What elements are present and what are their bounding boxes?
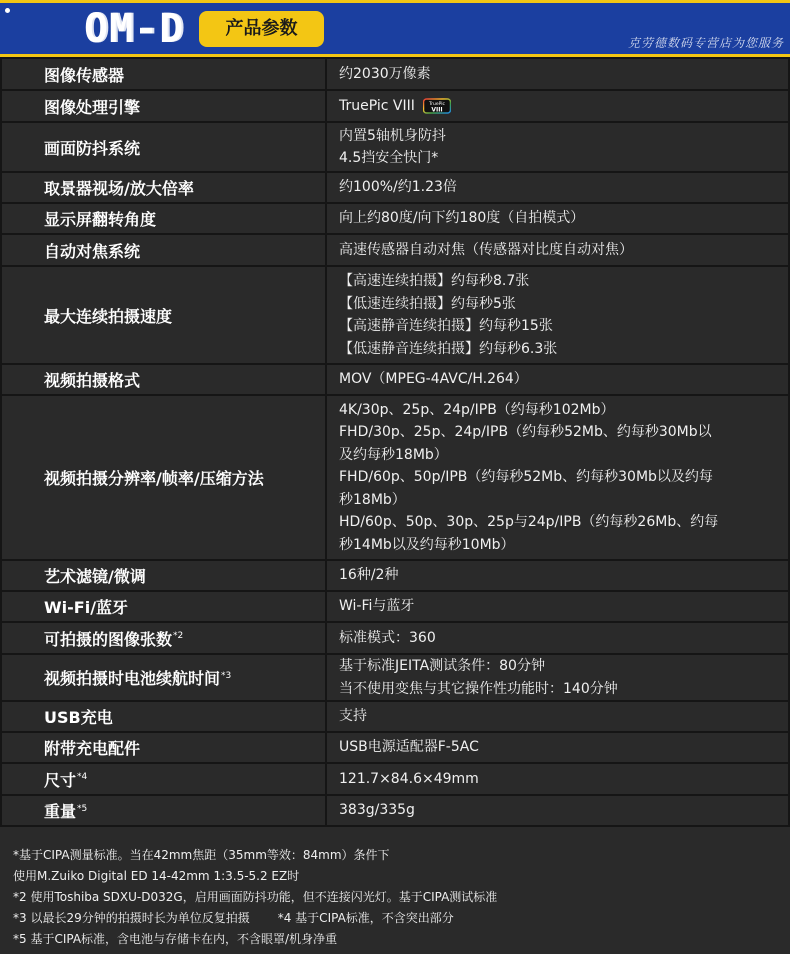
- spec-label-cell: [1, 591, 326, 622]
- spec-label-cell: [1, 622, 326, 654]
- spec-value-cell: [326, 395, 789, 560]
- footnote-marker: *5: [77, 803, 88, 814]
- spec-value-line: 约2030万像素: [339, 65, 431, 82]
- spec-row: [1, 234, 789, 266]
- spec-value-line: FHD/30p、25p、24p/IPB（约每秒52Mb、约每秒30Mb以: [339, 424, 712, 441]
- spec-value-cell: [326, 701, 789, 732]
- spec-row: [1, 591, 789, 622]
- spec-value-line: 当不使用变焦与其它操作性功能时：140分钟: [339, 680, 618, 697]
- spec-value-line: HD/60p、50p、30p、25p与24p/IPB（约每秒26Mb、约每: [339, 514, 719, 531]
- spec-value-cell: [326, 172, 789, 203]
- footnote-3: *3 以最长29分钟的拍摄时长为单位反复拍摄: [13, 911, 250, 925]
- spec-label-cell: [1, 203, 326, 234]
- spec-label-cell: [1, 701, 326, 732]
- spec-label-cell: [1, 90, 326, 122]
- spec-row: [1, 701, 789, 732]
- footnote-5: *5 基于CIPA标准，含电池与存储卡在内，不含眼罩/机身净重: [13, 932, 338, 946]
- spec-value-cell: [326, 654, 789, 701]
- spec-value-line: TruePic VIII: [339, 97, 415, 114]
- spec-row: [1, 364, 789, 395]
- spec-label: 视频拍摄分辨率/帧率/压缩方法: [44, 469, 264, 488]
- footnote-marker: *4: [77, 772, 88, 783]
- spec-label-cell: [1, 795, 326, 826]
- spec-value-line: 约100%/约1.23倍: [339, 179, 457, 196]
- footnote-4: *4 基于CIPA标准，不含突出部分: [277, 911, 454, 925]
- spec-row: [1, 654, 789, 701]
- footnotes: [13, 845, 783, 950]
- spec-value-cell: [326, 560, 789, 591]
- spec-value-line: 标准模式：360: [339, 629, 436, 646]
- spec-value-line: 【高速静音连续拍摄】约每秒15张: [339, 318, 553, 334]
- spec-label: 自动对焦系统: [44, 241, 141, 261]
- spec-value-line: 向上约80度/向下约180度（自拍模式）: [339, 210, 585, 227]
- spec-value-line: 及约每秒18Mb）: [339, 446, 448, 463]
- svg-text:TruePic: TruePic: [428, 101, 445, 107]
- footnote-1: *基于CIPA测量标准。当在42mm焦距（35mm等效：84mm）条件下: [13, 848, 390, 862]
- spec-row: [1, 560, 789, 591]
- spec-value-line: 121.7×84.6×49mm: [339, 770, 479, 787]
- spec-value-line: 秒14Mb以及约每秒10Mb）: [339, 536, 515, 553]
- spec-value-cell: [326, 732, 789, 763]
- spec-value-cell: [326, 58, 789, 90]
- header-banner: [0, 0, 790, 57]
- spec-value-line: 秒18Mb）: [339, 491, 406, 508]
- svg-text:VIII: VIII: [431, 106, 443, 114]
- spec-value-cell: [326, 591, 789, 622]
- spec-value-cell: [326, 795, 789, 826]
- spec-row: [1, 90, 789, 122]
- spec-label: 最大连续拍摄速度: [44, 306, 173, 326]
- footnote-marker: *2: [173, 631, 184, 642]
- spec-label-cell: [1, 395, 326, 560]
- spec-value-cell: [326, 622, 789, 654]
- spec-value-cell: [326, 364, 789, 395]
- spec-value-line: 【高速连续拍摄】约每秒8.7张: [339, 273, 530, 289]
- spec-table: [0, 57, 790, 827]
- spec-label-cell: [1, 234, 326, 266]
- spec-value-line: USB电源适配器F-5AC: [339, 739, 479, 756]
- spec-label: 显示屏翻转角度: [44, 210, 157, 229]
- spec-row: [1, 266, 789, 364]
- spec-label-cell: [1, 560, 326, 591]
- spec-value-cell: [326, 90, 789, 122]
- spec-label: USB充电: [44, 708, 113, 727]
- spec-row: [1, 203, 789, 234]
- spec-row: [1, 395, 789, 560]
- spec-value-cell: [326, 763, 789, 795]
- omd-logo: OM-D: [84, 6, 185, 52]
- spec-row: [1, 795, 789, 826]
- header-dot: [5, 8, 10, 13]
- spec-value-line: 4.5挡安全快门*: [339, 150, 439, 166]
- spec-value-cell: [326, 234, 789, 266]
- spec-label-cell: [1, 364, 326, 395]
- spec-label: 附带充电配件: [44, 739, 141, 758]
- spec-label-cell: [1, 266, 326, 364]
- spec-value-line: 383g/335g: [339, 802, 415, 819]
- spec-label-cell: [1, 732, 326, 763]
- spec-label: 艺术滤镜/微调: [44, 567, 146, 586]
- spec-label-cell: [1, 58, 326, 90]
- spec-value-line: 支持: [339, 708, 367, 725]
- spec-row: [1, 622, 789, 654]
- spec-label: 图像传感器: [44, 65, 125, 85]
- spec-value-line: 高速传感器自动对焦（传感器对比度自动对焦）: [339, 241, 633, 258]
- store-tagline: 克劳德数码专营店为您服务: [627, 36, 784, 50]
- spec-label-cell: [1, 172, 326, 203]
- section-badge: 产品参数: [199, 11, 324, 47]
- footnote-2: *2 使用Toshiba SDXU-D032G，启用画面防抖功能，但不连接闪光灯。基于CIPA测试标准: [13, 890, 498, 904]
- spec-label-cell: [1, 654, 326, 701]
- spec-label: 画面防抖系统: [44, 138, 141, 158]
- spec-row: [1, 58, 789, 90]
- spec-value-line: 16种/2种: [339, 567, 399, 584]
- spec-value-line: 内置5轴机身防抖: [339, 127, 446, 144]
- footnote-marker: *3: [221, 670, 232, 681]
- spec-label-cell: [1, 763, 326, 795]
- spec-value-line: Wi-Fi与蓝牙: [339, 598, 415, 615]
- spec-value-line: 【低速连续拍摄】约每秒5张: [339, 295, 516, 312]
- spec-label: 尺寸: [44, 770, 77, 790]
- spec-label: 视频拍摄格式: [44, 371, 141, 390]
- spec-label: 图像处理引擎: [44, 97, 141, 117]
- spec-label: 取景器视场/放大倍率: [44, 179, 194, 198]
- spec-row: [1, 732, 789, 763]
- spec-value-cell: [326, 122, 789, 172]
- spec-label: 可拍摄的图像张数: [44, 629, 173, 649]
- spec-value-line: 【低速静音连续拍摄】约每秒6.3张: [339, 340, 558, 357]
- spec-row: [1, 172, 789, 203]
- spec-value-cell: [326, 266, 789, 364]
- spec-value-line: 4K/30p、25p、24p/IPB（约每秒102Mb）: [339, 401, 615, 418]
- truepic-viii-logo-icon: [423, 98, 451, 114]
- footnote-1-cont: 使用M.Zuiko Digital ED 14-42mm 1:3.5-5.2 EZ时: [13, 869, 300, 883]
- spec-row: [1, 122, 789, 172]
- spec-label: Wi-Fi/蓝牙: [44, 598, 129, 617]
- spec-row: [1, 763, 789, 795]
- spec-label-cell: [1, 122, 326, 172]
- spec-value-cell: [326, 203, 789, 234]
- spec-value-line: FHD/60p、50p/IPB（约每秒52Mb、约每秒30Mb以及约每: [339, 469, 713, 486]
- spec-value-line: MOV（MPEG-4AVC/H.264）: [339, 371, 528, 388]
- spec-label: 视频拍摄时电池续航时间: [44, 669, 221, 688]
- spec-value-line: 基于标准JEITA测试条件：80分钟: [339, 658, 545, 674]
- spec-label: 重量: [44, 802, 77, 821]
